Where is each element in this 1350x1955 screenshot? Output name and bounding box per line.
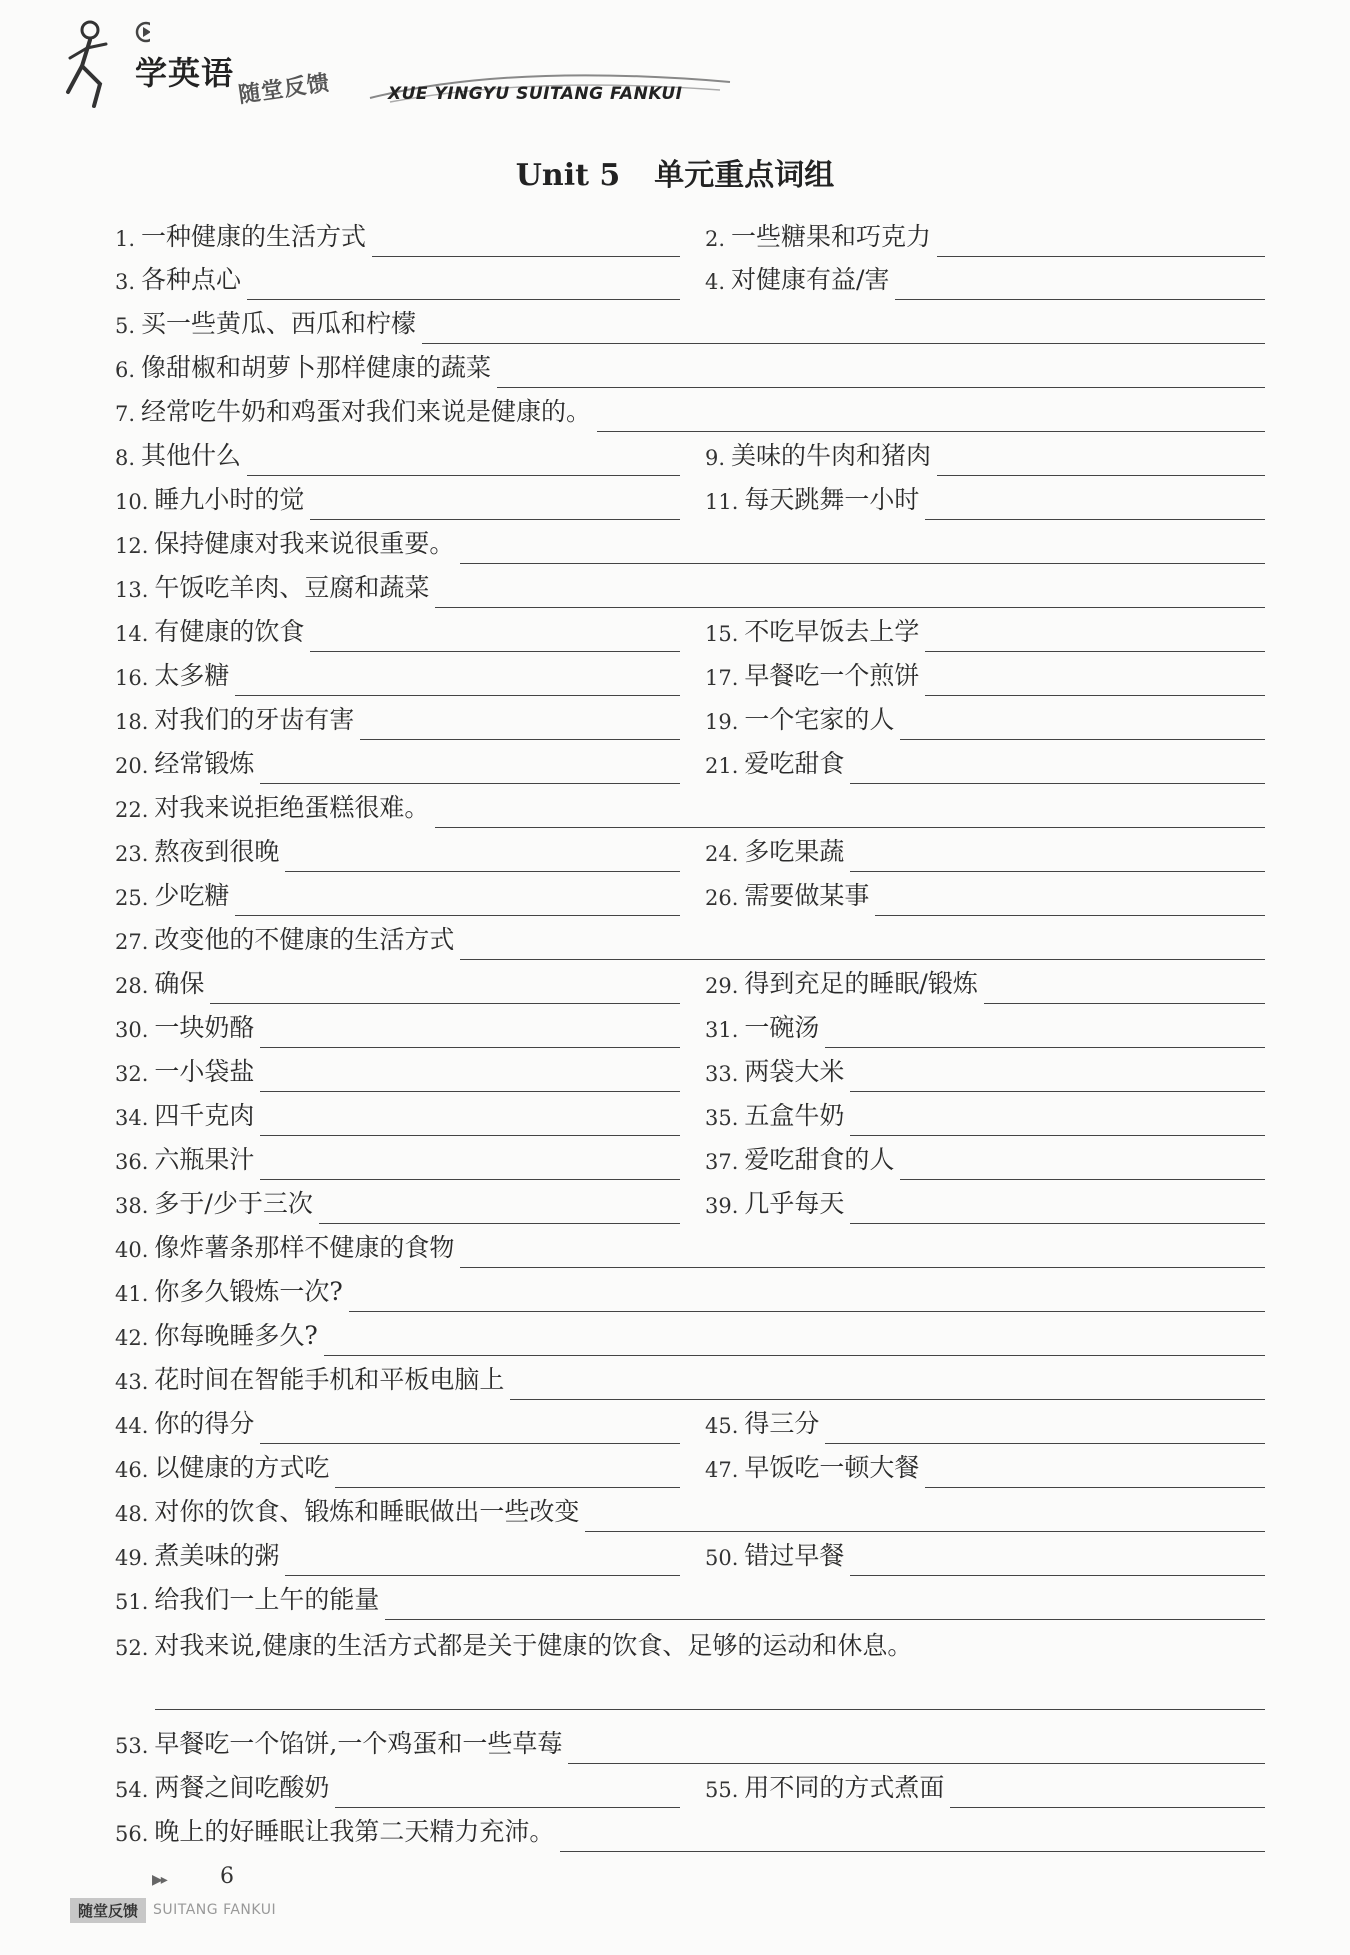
exercise-row: [115, 874, 1265, 918]
exercise-row: [115, 1270, 1265, 1314]
answer-blank[interactable]: [372, 255, 680, 257]
exercise-item: [115, 1624, 1265, 1668]
exercise-row: [115, 302, 1265, 346]
answer-blank[interactable]: [460, 958, 1265, 960]
exercise-item: [705, 1766, 1265, 1810]
item-number: 10.: [115, 490, 149, 514]
exercise-row: [115, 698, 1265, 742]
exercise-item: [115, 1810, 1265, 1854]
answer-blank[interactable]: [560, 1850, 1265, 1852]
item-text: 六瓶果汁: [154, 1145, 255, 1174]
item-text: 两袋大米: [744, 1057, 845, 1086]
answer-blank[interactable]: [850, 1574, 1265, 1576]
answer-blank[interactable]: [247, 298, 680, 300]
exercise-item: [705, 1050, 1265, 1094]
exercise-row: [115, 1094, 1265, 1138]
exercise-item: [705, 258, 1265, 302]
answer-blank[interactable]: [850, 782, 1265, 784]
exercise-item: [115, 1006, 680, 1050]
item-number: 21.: [705, 754, 739, 778]
exercise-item: [115, 1490, 1265, 1534]
item-number: 41.: [115, 1282, 149, 1306]
exercise-item: [705, 698, 1265, 742]
exercise-row: [115, 215, 1265, 259]
exercise-item: [115, 1446, 680, 1490]
item-text: 保持健康对我来说很重要。: [154, 529, 455, 558]
item-number: 15.: [705, 622, 739, 646]
exercise-item: [115, 1094, 680, 1138]
answer-blank[interactable]: [895, 298, 1265, 300]
answer-blank[interactable]: [260, 1090, 680, 1092]
exercise-item: [115, 1138, 680, 1182]
item-text: 给我们一上午的能量: [154, 1585, 380, 1614]
item-number: 8.: [115, 446, 136, 470]
item-text: 两餐之间吃酸奶: [154, 1773, 330, 1802]
item-text: 一种健康的生活方式: [141, 222, 367, 251]
answer-blank[interactable]: [335, 1806, 680, 1808]
item-text: 爱吃甜食的人: [744, 1145, 895, 1174]
item-number: 38.: [115, 1194, 149, 1218]
item-text: 以健康的方式吃: [154, 1453, 330, 1482]
exercise-item: [115, 1050, 680, 1094]
exercise-item: [705, 1182, 1265, 1226]
item-text: 煮美味的粥: [154, 1541, 280, 1570]
exercise-item: [115, 1314, 1265, 1358]
answer-blank[interactable]: [260, 1442, 680, 1444]
answer-blank[interactable]: [235, 914, 680, 916]
answer-blank[interactable]: [510, 1398, 1265, 1400]
answer-blank[interactable]: [385, 1618, 1265, 1620]
item-number: 9.: [705, 446, 726, 470]
answer-blank[interactable]: [422, 342, 1265, 344]
item-text: 熬夜到很晚: [154, 837, 280, 866]
item-text: 每天跳舞一小时: [744, 485, 920, 514]
exercise-row: [115, 1050, 1265, 1094]
exercise-row: [115, 1138, 1265, 1182]
item-text: 美味的牛肉和猪肉: [731, 441, 932, 470]
item-number: 4.: [705, 270, 726, 294]
answer-blank[interactable]: [260, 1178, 680, 1180]
exercise-row: [115, 1534, 1265, 1578]
item-number: 50.: [705, 1546, 739, 1570]
item-text: 多于/少于三次: [154, 1189, 313, 1218]
exercise-row: [115, 654, 1265, 698]
item-number: 54.: [115, 1778, 149, 1802]
item-number: 37.: [705, 1150, 739, 1174]
exercise-item: [115, 390, 1265, 434]
exercise-item: [115, 1534, 680, 1578]
exercise-item: [115, 478, 680, 522]
item-number: 55.: [705, 1778, 739, 1802]
item-number: 33.: [705, 1062, 739, 1086]
exercise-item: [705, 1402, 1265, 1446]
exercise-row: [115, 1446, 1265, 1490]
item-number: 1.: [115, 227, 136, 251]
item-number: 39.: [705, 1194, 739, 1218]
answer-blank[interactable]: [310, 518, 680, 520]
exercise-row: [115, 1314, 1265, 1358]
page-number: 6: [220, 1864, 234, 1889]
exercise-item: [115, 918, 1265, 962]
answer-blank[interactable]: [925, 650, 1265, 652]
item-text: 一些糖果和巧克力: [731, 222, 932, 251]
item-text: 各种点心: [141, 265, 242, 294]
answer-blank[interactable]: [349, 1310, 1265, 1312]
item-text: 四千克肉: [154, 1101, 255, 1130]
exercise-item: [115, 1226, 1265, 1270]
answer-blank[interactable]: [324, 1354, 1265, 1356]
item-text: 对健康有益/害: [731, 265, 890, 294]
answer-blank[interactable]: [568, 1762, 1265, 1764]
answer-blank[interactable]: [497, 386, 1265, 388]
answer-blank[interactable]: [260, 1134, 680, 1136]
item-text: 经常吃牛奶和鸡蛋对我们来说是健康的。: [141, 397, 592, 426]
item-number: 56.: [115, 1822, 149, 1846]
exercise-item: [115, 434, 680, 478]
item-text: 睡九小时的觉: [154, 485, 305, 514]
answer-blank[interactable]: [285, 870, 680, 872]
exercise-row: [115, 742, 1265, 786]
answer-blank[interactable]: [950, 1806, 1265, 1808]
exercise-item: [705, 654, 1265, 698]
item-text: 改变他的不健康的生活方式: [154, 925, 455, 954]
exercise-row: [115, 1766, 1265, 1810]
item-text: 不吃早饭去上学: [744, 617, 920, 646]
exercise-item: [115, 698, 680, 742]
item-number: 43.: [115, 1370, 149, 1394]
exercise-row: [115, 522, 1265, 566]
item-text: 你的得分: [154, 1409, 255, 1438]
exercise-row: [115, 786, 1265, 830]
exercise-item: [705, 1534, 1265, 1578]
exercise-row: [115, 1624, 1265, 1668]
exercise-item: [115, 1578, 1265, 1622]
exercise-item: [115, 1766, 680, 1810]
item-text: 错过早餐: [744, 1541, 845, 1570]
item-text: 爱吃甜食: [744, 749, 845, 778]
exercise-row: [115, 1226, 1265, 1270]
item-number: 45.: [705, 1414, 739, 1438]
item-text: 一块奶酪: [154, 1013, 255, 1042]
exercise-item: [115, 654, 680, 698]
item-number: 31.: [705, 1018, 739, 1042]
item-number: 3.: [115, 270, 136, 294]
item-number: 19.: [705, 710, 739, 734]
exercise-row: [115, 1810, 1265, 1854]
item-text: 早餐吃一个馅饼,一个鸡蛋和一些草莓: [154, 1729, 563, 1758]
item-text: 午饭吃羊肉、豆腐和蔬菜: [154, 573, 430, 602]
exercise-item: [115, 742, 680, 786]
answer-blank[interactable]: [460, 562, 1265, 564]
answer-blank[interactable]: [850, 1090, 1265, 1092]
item-number: 42.: [115, 1326, 149, 1350]
item-number: 7.: [115, 402, 136, 426]
answer-blank[interactable]: [984, 1002, 1265, 1004]
footer-tag-english: SUITANG FANKUI: [153, 1902, 277, 1918]
exercise-item: [115, 346, 1265, 390]
item-text: 一个宅家的人: [744, 705, 895, 734]
item-number: 36.: [115, 1150, 149, 1174]
item-number: 40.: [115, 1238, 149, 1262]
exercise-item: [705, 1138, 1265, 1182]
exercise-item: [705, 1094, 1265, 1138]
answer-blank[interactable]: [319, 1222, 680, 1224]
exercise-row: [115, 1006, 1265, 1050]
item-number: 35.: [705, 1106, 739, 1130]
item-number: 27.: [115, 930, 149, 954]
item-text: 确保: [154, 969, 205, 998]
item-number: 28.: [115, 974, 149, 998]
exercise-item: [115, 1722, 1265, 1766]
answer-blank[interactable]: [597, 430, 1265, 432]
item-number: 52.: [115, 1636, 149, 1660]
exercise-item: [115, 1270, 1265, 1314]
exercise-item: [115, 258, 680, 302]
brand-title: 学英语: [135, 54, 235, 92]
item-number: 51.: [115, 1590, 149, 1614]
item-number: 13.: [115, 578, 149, 602]
exercise-row: [115, 610, 1265, 654]
item-text: 少吃糖: [154, 881, 230, 910]
item-number: 53.: [115, 1734, 149, 1758]
item-number: 49.: [115, 1546, 149, 1570]
answer-blank[interactable]: [875, 914, 1265, 916]
exercise-row: [115, 1668, 1265, 1712]
item-text: 对你的饮食、锻炼和睡眠做出一些改变: [154, 1497, 580, 1526]
exercise-item: [115, 610, 680, 654]
exercise-item: [115, 1182, 680, 1226]
item-text: 多吃果蔬: [744, 837, 845, 866]
item-text: 花时间在智能手机和平板电脑上: [154, 1365, 505, 1394]
exercise-item: [705, 1006, 1265, 1050]
exercise-row: [115, 258, 1265, 302]
answer-blank[interactable]: [260, 782, 680, 784]
brand-subtitle: 随堂反馈: [236, 70, 332, 109]
item-number: 48.: [115, 1502, 149, 1526]
exercise-item: [115, 786, 1265, 830]
item-number: 32.: [115, 1062, 149, 1086]
exercise-row: [115, 1578, 1265, 1622]
answer-blank[interactable]: [925, 694, 1265, 696]
answer-blank[interactable]: [937, 255, 1265, 257]
answer-blank[interactable]: [850, 1222, 1265, 1224]
item-text: 有健康的饮食: [154, 617, 305, 646]
item-number: 25.: [115, 886, 149, 910]
item-text: 需要做某事: [744, 881, 870, 910]
item-number: 30.: [115, 1018, 149, 1042]
exercise-row: [115, 434, 1265, 478]
answer-blank[interactable]: [925, 518, 1265, 520]
exercise-item: [705, 1446, 1265, 1490]
exercise-item: [115, 302, 1265, 346]
item-number: 5.: [115, 314, 136, 338]
item-number: 44.: [115, 1414, 149, 1438]
exercise-item: [115, 566, 1265, 610]
item-number: 24.: [705, 842, 739, 866]
item-text: 像炸薯条那样不健康的食物: [154, 1233, 455, 1262]
item-text: 一小袋盐: [154, 1057, 255, 1086]
item-text: 买一些黄瓜、西瓜和柠檬: [141, 309, 417, 338]
exercise-item: [705, 478, 1265, 522]
item-text: 经常锻炼: [154, 749, 255, 778]
answer-blank[interactable]: [435, 826, 1265, 828]
item-number: 22.: [115, 798, 149, 822]
exercise-item: [115, 522, 1265, 566]
answer-blank[interactable]: [435, 606, 1265, 608]
answer-blank[interactable]: [210, 1002, 680, 1004]
answer-blank[interactable]: [850, 870, 1265, 872]
item-number: 17.: [705, 666, 739, 690]
item-text: 你多久锻炼一次?: [154, 1277, 343, 1306]
answer-blank[interactable]: [900, 1178, 1265, 1180]
exercise-row: [115, 390, 1265, 434]
exercise-item: [705, 434, 1265, 478]
exercise-row: [115, 478, 1265, 522]
item-text: 早餐吃一个煎饼: [744, 661, 920, 690]
exercise-item: [705, 215, 1265, 259]
arrow-right-icon: ▶▸: [152, 1872, 166, 1888]
item-text: 用不同的方式煮面: [744, 1773, 945, 1802]
item-text: 得三分: [744, 1409, 820, 1438]
exercise-item: [705, 610, 1265, 654]
item-text: 一碗汤: [744, 1013, 820, 1042]
exercise-item: [115, 1358, 1265, 1402]
page-footer: [70, 1862, 330, 1942]
exercise-row: [115, 1722, 1265, 1766]
answer-blank[interactable]: [825, 1442, 1265, 1444]
exercise-item: [115, 874, 680, 918]
answer-blank[interactable]: [900, 738, 1265, 740]
footer-tag: 随堂反馈: [70, 1898, 146, 1923]
exercise-row: [115, 1402, 1265, 1446]
item-text: 早饭吃一顿大餐: [744, 1453, 920, 1482]
item-text: 五盒牛奶: [744, 1101, 845, 1130]
exercise-item: [115, 830, 680, 874]
item-text: 得到充足的睡眠/锻炼: [744, 969, 978, 998]
exercise-item: [705, 962, 1265, 1006]
item-text: 像甜椒和胡萝卜那样健康的蔬菜: [141, 353, 492, 382]
item-text: 晚上的好睡眠让我第二天精力充沛。: [154, 1817, 555, 1846]
answer-blank[interactable]: [235, 694, 680, 696]
answer-blank[interactable]: [155, 1708, 1265, 1710]
brand-english: XUE YINGYU SUITANG FANKUI: [388, 84, 683, 104]
exercise-item: [705, 874, 1265, 918]
exercise-row: [115, 566, 1265, 610]
title-name: 单元重点词组: [654, 158, 835, 193]
exercise-item: [115, 1402, 680, 1446]
exercise-item: [115, 215, 680, 259]
exercise-item: [705, 742, 1265, 786]
item-text: 其他什么: [141, 441, 242, 470]
item-number: 16.: [115, 666, 149, 690]
exercise-row: [115, 346, 1265, 390]
item-number: 20.: [115, 754, 149, 778]
item-number: 23.: [115, 842, 149, 866]
answer-blank[interactable]: [247, 474, 680, 476]
exercise-row: [115, 830, 1265, 874]
answer-blank[interactable]: [460, 1266, 1265, 1268]
item-number: 2.: [705, 227, 726, 251]
item-number: 29.: [705, 974, 739, 998]
item-number: 34.: [115, 1106, 149, 1130]
answer-blank[interactable]: [285, 1574, 680, 1576]
item-number: 46.: [115, 1458, 149, 1482]
item-number: 14.: [115, 622, 149, 646]
item-text: 对我们的牙齿有害: [154, 705, 355, 734]
answer-blank[interactable]: [310, 650, 680, 652]
item-number: 12.: [115, 534, 149, 558]
answer-blank[interactable]: [335, 1486, 680, 1488]
exercise-row: [115, 918, 1265, 962]
answer-blank[interactable]: [825, 1046, 1265, 1048]
item-number: 6.: [115, 358, 136, 382]
item-text: 对我来说拒绝蛋糕很难。: [154, 793, 430, 822]
answer-blank[interactable]: [585, 1530, 1265, 1532]
item-number: 26.: [705, 886, 739, 910]
answer-blank[interactable]: [850, 1134, 1265, 1136]
item-text: 几乎每天: [744, 1189, 845, 1218]
exercise-row: [115, 962, 1265, 1006]
item-text: 你每晚睡多久?: [154, 1321, 318, 1350]
item-number: 11.: [705, 490, 739, 514]
exercise-item: [115, 962, 680, 1006]
unit-label: Unit 5: [515, 158, 621, 193]
item-text: 对我来说,健康的生活方式都是关于健康的饮食、足够的运动和休息。: [154, 1631, 913, 1660]
exercise-row: [115, 1182, 1265, 1226]
exercise-row: [115, 1358, 1265, 1402]
item-number: 18.: [115, 710, 149, 734]
item-number: 47.: [705, 1458, 739, 1482]
answer-blank[interactable]: [360, 738, 680, 740]
answer-blank[interactable]: [937, 474, 1265, 476]
exercise-row: [115, 1490, 1265, 1534]
answer-blank[interactable]: [925, 1486, 1265, 1488]
exercise-item: [705, 830, 1265, 874]
answer-blank[interactable]: [260, 1046, 680, 1048]
item-text: 太多糖: [154, 661, 230, 690]
